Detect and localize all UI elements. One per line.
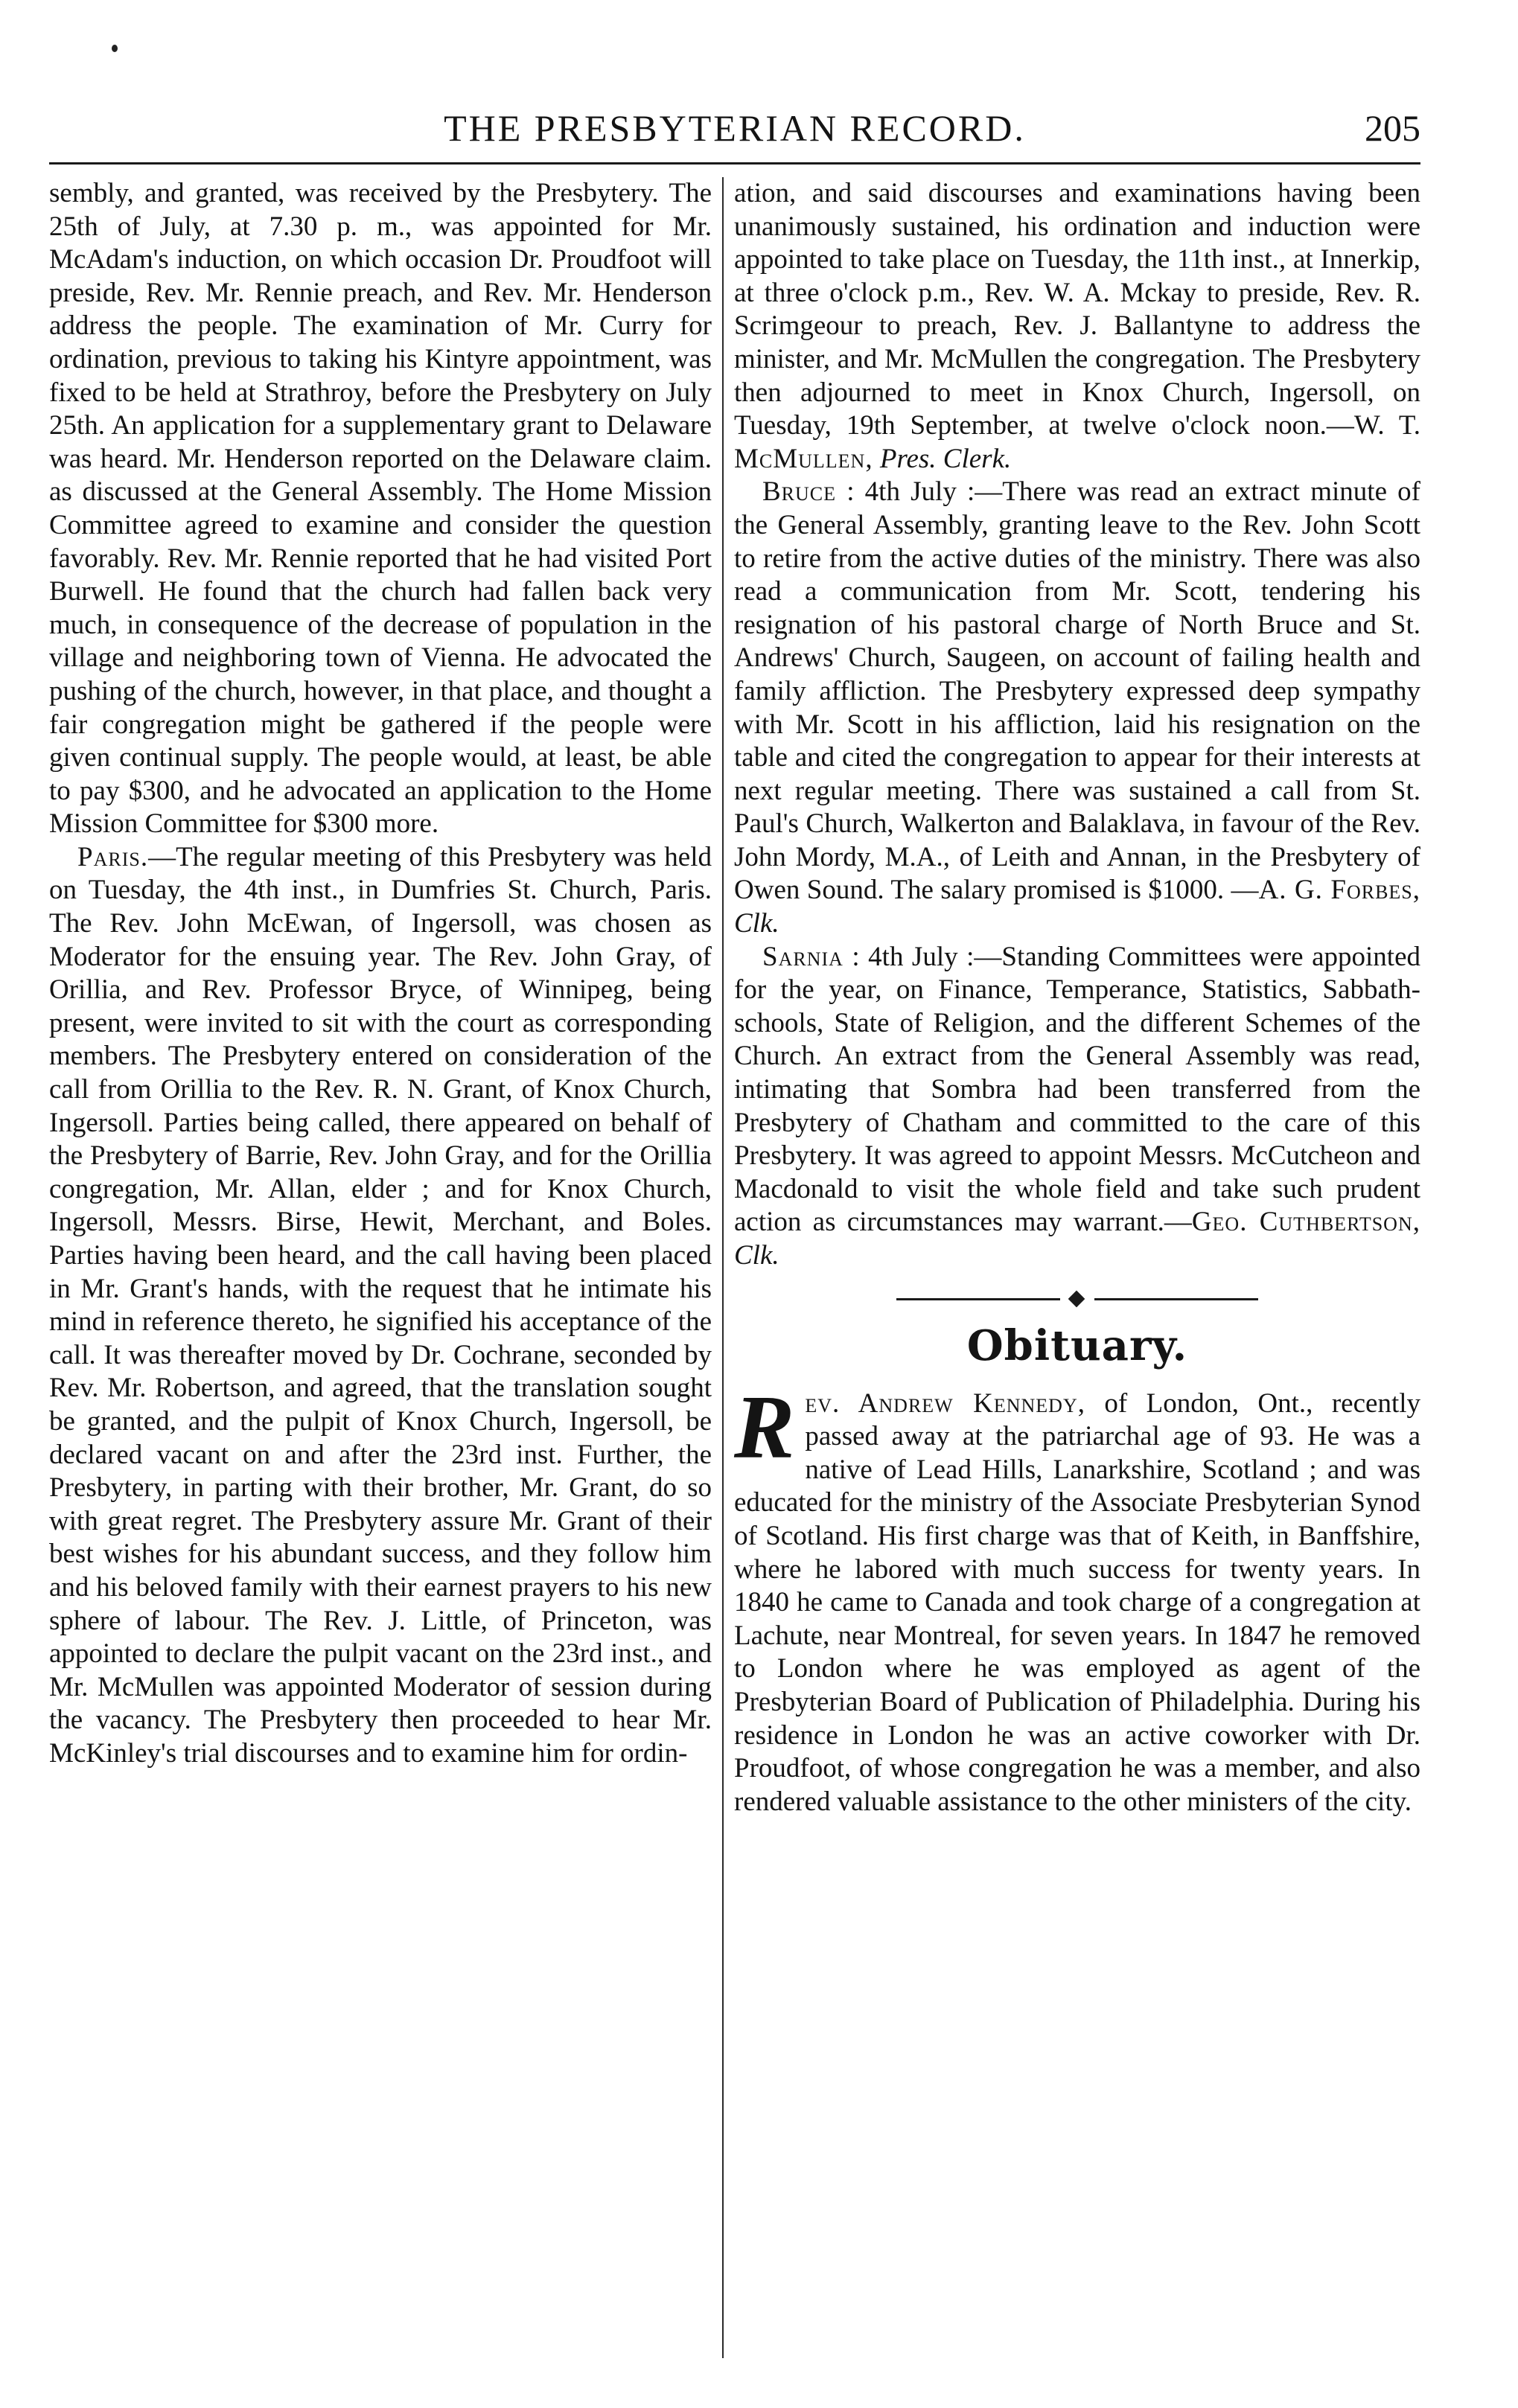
sarnia-body: : 4th July :—Standing Committees were appointed for the year, on Finance, Temperance, Statistics, Sabbath-schools, State of Religion, and the different Schemes of the Church. An extract from the General Assembly was read, intimating that Sombra had been transferred from the Presbytery of Chatham and committed to the care of this Presbytery. It was agreed to appoint Messrs. McCutcheon and Macdonald to visit the whole field and take such prudent action as circumstances may warrant.— — [734, 941, 1420, 1238]
section-ornament — [734, 1286, 1420, 1312]
left-column — [49, 177, 712, 1771]
ornament-diamond — [1068, 1290, 1085, 1307]
ink-speck — [112, 45, 118, 52]
paris-report-continued — [734, 177, 1420, 476]
publication-title: THE PRESBYTERIAN RECORD. — [444, 107, 1026, 149]
obituary-kennedy — [734, 1376, 1421, 1819]
drop-cap: R — [734, 1376, 795, 1478]
bruce-signature-title: Clk. — [734, 908, 779, 939]
page-number: 205 — [1365, 107, 1420, 149]
bruce-signature: A. G. Forbes, — [1258, 875, 1420, 906]
bruce-lead: Bruce — [762, 476, 837, 508]
sarnia-signature: Geo. Cuthbertson, — [1191, 1207, 1420, 1238]
sarnia-lead: Sarnia — [762, 941, 843, 972]
paris-signature-title: Pres. Clerk. — [879, 443, 1012, 474]
paris-body: —The regular meeting of this Presbytery was held on Tuesday, the 4th inst., in Dumfries St. Church, Paris. The Rev. John McEwan, of Ingersoll, was chosen as Moderator for the ensuing year. The Rev. John Gray, of Orillia, and Rev. Professor Bryce, of Winnipeg, being present, were invited to sit with the court as corresponding members. The Presbytery entered on consideration of the call from Orillia to the Rev. R. N. Grant, of Knox Church, Ingersoll. Parties being called, there appeared on behalf of the Presbytery of Barrie, Rev. John Gray, and for the Orillia congregation, Mr. Allan, elder ; and for Knox Church, Ingersoll, Messrs. Birse, Hewit, Merchant, and Boles. Parties having been heard, and the call having been placed in Mr. Grant's hands, with the request that he intimate his mind in reference thereto, he signified his acceptance of the call. It was thereafter moved by Dr. Cochrane, seconded by Rev. Mr. Robertson, and agreed, that the translation sought be granted, and the pulpit of Knox Church, Ingersoll, be declared vacant on and after the 23rd inst. Further, the Presbytery, in parting with their brother, Mr. Grant, do so with great regret. The Presbytery assure Mr. Grant of their best wishes for his abundant success, and they follow him and his beloved family with their earnest prayers to his new sphere of labour. The Rev. J. Little, of Princeton, was appointed to declare the pulpit vacant on the 23rd inst., and Mr. McMullen was appointed Moderator of session during the vacancy. The Presbytery then proceeded to hear Mr. McKinley's trial discourses and to examine him for ordin- — [49, 841, 712, 1769]
column-divider — [722, 177, 724, 2358]
bruce-report — [734, 476, 1420, 940]
bruce-body: : 4th July :—There was read an extract minute of the General Assembly, granting leave to the Rev. John Scott to retire from the active duties of the ministry. There was also read a communication from Mr. Scott, tendering his resignation of his pastoral charge of North Bruce and St. Andrews' Church, Saugeen, on account of failing health and family affliction. The Presbytery expressed deep sympathy with Mr. Scott in his affliction, laid his resignation on the table and cited the congregation to appear for their interests at next regular meeting. There was sustained a call from St. Paul's Church, Walkerton and Balaklava, in favour of the Rev. John Mordy, M.A., of Leith and Annan, in the Presbytery of Owen Sound. The salary promised is $1000. — — [734, 476, 1420, 906]
paris-report — [49, 841, 712, 1771]
sarnia-signature-title: Clk. — [734, 1240, 779, 1271]
ornament-rule-left — [896, 1298, 1060, 1300]
obituary-name: ev. Andrew Kennedy, — [805, 1387, 1085, 1419]
paris-signature: McMullen, — [734, 443, 873, 474]
paris-continued-body: ation, and said discourses and examinations having been unanimously sustained, his ordination and induction were appointed to take place on Tuesday, the 11th inst., at Innerkip, at three o'clock p.m., Rev. W. A. Mckay to preside, Rev. R. Scrimgeour to preach, Rev. J. Ballantyne to address the minister, and Mr. McMullen the congregation. The Presbytery then adjourned to meet in Knox Church, Ingersoll, on Tuesday, 19th September, at twelve o'clock noon.—W. T. — [734, 178, 1420, 441]
running-header — [49, 104, 1420, 156]
paris-lead: Paris. — [77, 841, 149, 872]
header-rule — [49, 162, 1420, 165]
right-column — [734, 177, 1420, 1818]
sarnia-report — [734, 941, 1420, 1273]
presbytery-report-continued: sembly, and granted, was received by the Presbytery. The 25th of July, at 7.30 p. m., was appointed for Mr. McAdam's induction, on which occasion Dr. Proudfoot will preside, Rev. Mr. Rennie preach, and Rev. Mr. Henderson address the people. The examination of Mr. Curry for ordination, previous to taking his Kintyre appointment, was fixed to be held at Strathroy, before the Presbytery on July 25th. An application for a supplementary grant to Delaware was heard. Mr. Henderson reported on the Delaware claim. as discussed at the General Assembly. The Home Mission Committee agreed to examine and consider the question favorably. Rev. Mr. Rennie reported that he had visited Port Burwell. He found that the church had fallen back very much, in consequence of the decrease of population in the village and neighboring town of Vienna. He advocated the pushing of the church, however, in that place, and thought a fair congregation might be gathered if the people were given continual supply. The people would, at least, be able to pay $300, and he advocated an application to the Home Mission Committee for $300 more. — [49, 178, 712, 840]
obituary-body: of London, Ont., recently passed away at the patriarchal age of 93. He was a native of Lead Hills, Lanarkshire, Scotland ; and was educated for the ministry of the Associate Presbyterian Synod of Scotland. His first charge was that of Keith, in Banffshire, where he labored with much success for twenty years. In 1840 he came to Canada and took charge of a congregation at Lachute, near Montreal, for seven years. In 1847 he removed to London where he was employed as agent of the Presbyterian Board of Publication of Philadelphia. During his residence in London he was an active coworker with Dr. Proudfoot, of whose congregation he was a member, and also rendered valuable assistance to the other ministers of the city. — [734, 1387, 1421, 1817]
ornament-rule-right — [1094, 1298, 1258, 1300]
obituary-heading: Obituary. — [966, 1320, 1188, 1370]
